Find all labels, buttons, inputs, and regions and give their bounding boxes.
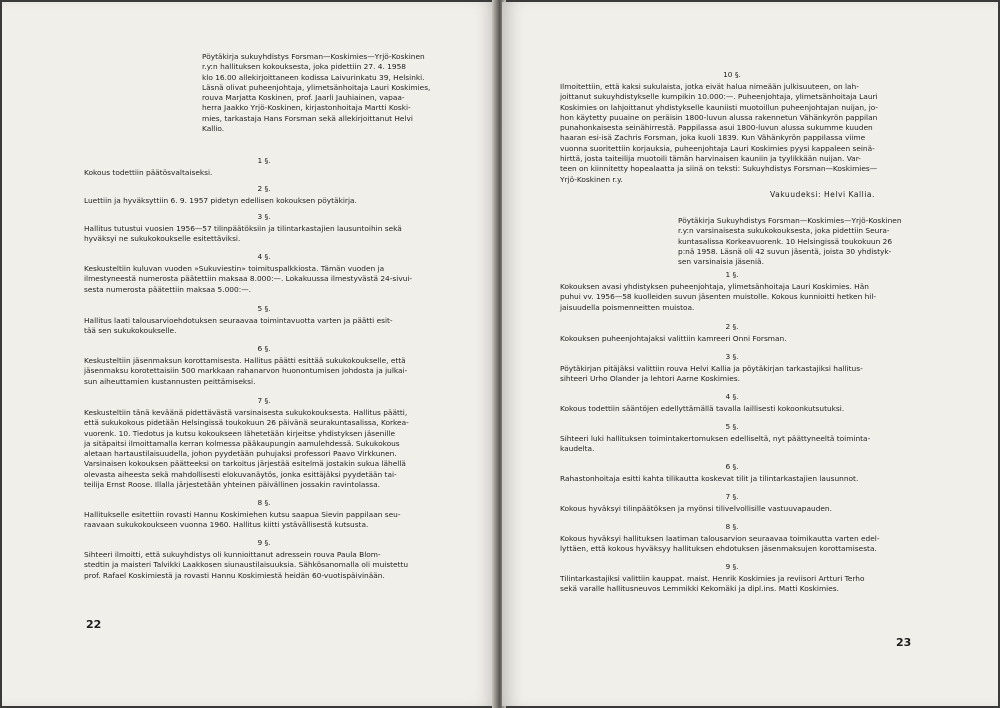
section-paragraph: Luettiin ja hyväksyttiin 6. 9. 1957 pidetyn edellisen kokouksen pöytäkirja.: [84, 196, 357, 205]
section-heading: 6 §.: [257, 344, 271, 353]
section-heading: 9 §.: [257, 538, 271, 547]
section-heading: 5 §.: [725, 422, 739, 431]
section-heading: 3 §.: [257, 212, 271, 221]
section-heading: 8 §.: [725, 522, 739, 531]
section-paragraph: Keskusteltiin tänä keväänä pidettävästä varsinaisesta sukukokouksesta. Hallitus päätti, että sukukokous pidetään Helsingissä toukokuun 26 päivänä seurakuntasalissa, Korkea- vuorenk. 10. Tiedotus ja kutsu kokoukseen lähetetään kirjeitse yhdistyksen jäsenille ja sitäpaitsi ilmoittamalla kerran kolmessa pääkaupungin aamulehdessä. Sukukokous aletaan hartaustilaisuudella, johon pyydetään puhujaksi professori Paavo Virkkunen. Varsinaisen kokouksen päätteeksi on tarkoitus järjestää esitelmä jostakin sukua lähellä olevasta aiheesta sekä mahdollisesti elokuvanäytös, jonka esittäjäksi pyydetään tai- teilija Ernst Roose. Illalla järjestetään yhteinen päivällinen jossakin ravintolassa.: [84, 408, 409, 490]
section-paragraph: Hallitus tutustui vuosien 1956—57 tilinpäätöksiin ja tilintarkastajien lausuntoihin sekä hyväksyi ne sukukokoukselle esitettäviksi.: [84, 224, 402, 244]
section-heading: 9 §.: [725, 562, 739, 571]
left-page: [2, 2, 496, 706]
page-number: 23: [896, 636, 912, 649]
signature: Vakuudeksi: Helvi Kallia.: [770, 190, 875, 199]
section-paragraph: Kokous hyväksyi tilinpäätöksen ja myönsi tilivelvollisille vastuuvapauden.: [560, 504, 832, 513]
section-paragraph: Hallitukselle esitettiin rovasti Hannu Koskimiehen kutsu saapua Sievin pappilaan seu- raavaan sukukokoukseen vuonna 1960. Hallitus kiitti ystävällisestä kutsusta.: [84, 510, 401, 530]
section-paragraph: Kokouksen puheenjohtajaksi valittiin kamreeri Onni Forsman.: [560, 334, 787, 343]
section-paragraph: Tilintarkastajiksi valittiin kauppat. maist. Henrik Koskimies ja reviisori Artturi Terho sekä varalle hallitusneuvos Lemmikki Kekomäki ja dipl.ins. Matti Koskimies.: [560, 574, 865, 594]
intro-paragraph: Pöytäkirja sukuyhdistys Forsman—Koskimies—Yrjö-Koskinen r.y:n hallituksen kokouksesta, joka pidettiin 27. 4. 1958 klo 16.00 allekirjoittaneen kodissa Laivurinkatu 39, Helsinki. Läsnä olivat puheenjohtaja, ylimetsänhoitaja Lauri Koskimies, rouva Marjatta Koskinen, prof. Jaarli Jauhiainen, vapaa- herra Jaakko Yrjö-Koskinen, kirjastonhoitaja Martti Koski- mies, tarkastaja Hans Forsman sekä allekirjoittanut Helvi Kallio.: [202, 52, 431, 134]
section-heading: 3 §.: [725, 352, 739, 361]
section-paragraph: Sihteeri ilmoitti, että sukuyhdistys oli kunnioittanut adressein rouva Paula Blom- stedtin ja maisteri Talvikki Laakkosen siunaustilaisuuksia. Sähkösanomalla oli muistettu prof. Rafael Koskimiestä ja rovasti Hannu Koskimiestä heidän 60-vuotispäivinään.: [84, 550, 409, 580]
section-paragraph: Kokous hyväksyi hallituksen laatiman talousarvion seuraavaa toimikautta varten edel- lyttäen, että kokous hyväksyy hallituksen ehdotuksen jäsenmaksujen korottamisesta.: [560, 534, 880, 554]
section-paragraph: Ilmoitettiin, että kaksi sukulaista, jotka eivät halua nimeään julkisuuteen, on lah- joittanut sukuyhdistykselle kumpikin 10.000:—. Puheenjohtaja, ylimetsänhoitaja Lauri Koskimies on lahjoittanut yhdistykselle kauniisti muotoillun puheenjohtajan nuijan, jo- hon käytetty puuaine on peräisin 1800-luvun alussa rakennetun Vähänkyrön pappilan punahonkaisesta seinähirrestä. Pappilassa asui 1800-luvun alussa sukumme kuuden haaran esi-isä Zachris Forsman, joka kuoli 1839. Kun Vähänkyrön pappilassa viime vuonna suoritettiin korjauksia, puheenjohtaja Lauri Koskimies pyysi kappaleen seinä- hirttä, josta taiteilija muotoili tämän harvinaisen kauniin ja tyylikkään nuijan. Var- teen on kiinnitetty hopealaatta ja siinä on teksti: Sukuyhdistys Forsman—Koskimies— Yrjö-Koskinen r.y.: [560, 82, 879, 184]
intro-paragraph: Pöytäkirja Sukuyhdistys Forsman—Koskimies—Yrjö-Koskinen r.y:n varsinaisesta sukukokouksesta, joka pidettiin Seura- kuntasalissa Korkeavuorenk. 10 Helsingissä toukokuun 26 p:nä 1958. Läsnä oli 42 suvun jäsentä, joista 30 yhdistyk- sen varsinaisia jäseniä.: [678, 216, 902, 267]
section-heading: 7 §.: [257, 396, 271, 405]
section-heading: 1 §.: [725, 270, 739, 279]
section-heading: 8 §.: [257, 498, 271, 507]
section-paragraph: Hallitus laati talousarvioehdotuksen seuraavaa toimintavuotta varten ja päätti esit- tää sen sukukokoukselle.: [84, 316, 393, 336]
section-heading: 4 §.: [725, 392, 739, 401]
section-heading: 2 §.: [725, 322, 739, 331]
section-paragraph: Kokouksen avasi yhdistyksen puheenjohtaja, ylimetsänhoitaja Lauri Koskimies. Hän puhui vv. 1956—58 kuolleiden suvun jäsenten muistolle. Kokous kunnioitti hetken hil- jaisuudella poismenneitten muistoa.: [560, 282, 877, 312]
section-paragraph: Kokous todettiin sääntöjen edellyttämällä tavalla laillisesti kokoonkutsutuksi.: [560, 404, 845, 413]
section-heading: 2 §.: [257, 184, 271, 193]
section-paragraph: Sihteeri luki hallituksen toimintakertomuksen edelliseltä, nyt päättyneeltä toiminta- kaudelta.: [560, 434, 871, 454]
section-heading: 6 §.: [725, 462, 739, 471]
section-heading: 1 §.: [257, 156, 271, 165]
section-heading: 10 §.: [723, 70, 741, 79]
section-paragraph: Keskusteltiin jäsenmaksun korottamisesta. Hallitus päätti esittää sukukokoukselle, että jäsenmaksu korotettaisiin 500 markkaan rahanarvon huonontumisen johdosta ja julkai- sun aiheuttamien kustannusten peittämiseksi.: [84, 356, 408, 386]
right-page: [502, 2, 998, 706]
page-number: 22: [86, 618, 102, 631]
section-paragraph: Kokous todettiin päätösvaltaiseksi.: [84, 168, 213, 177]
section-paragraph: Pöytäkirjan pitäjäksi valittiin rouva Helvi Kallia ja pöytäkirjan tarkastajiksi hallitus- sihteeri Urho Olander ja lehtori Aarne Koskimies.: [560, 364, 863, 384]
section-paragraph: Keskusteltiin kuluvan vuoden »Sukuviestin» toimituspalkkiosta. Tämän vuoden ja ilmestyneestä numerosta päätettiin maksaa 8.000:—. Lokakuussa ilmestyvästä 24-sivui- sesta numerosta päätettiin maksaa 5.000:—.: [84, 264, 413, 294]
section-heading: 5 §.: [257, 304, 271, 313]
section-heading: 7 §.: [725, 492, 739, 501]
section-heading: 4 §.: [257, 252, 271, 261]
section-paragraph: Rahastonhoitaja esitti kahta tilikautta koskevat tilit ja tilintarkastajien lausunnot.: [560, 474, 859, 483]
